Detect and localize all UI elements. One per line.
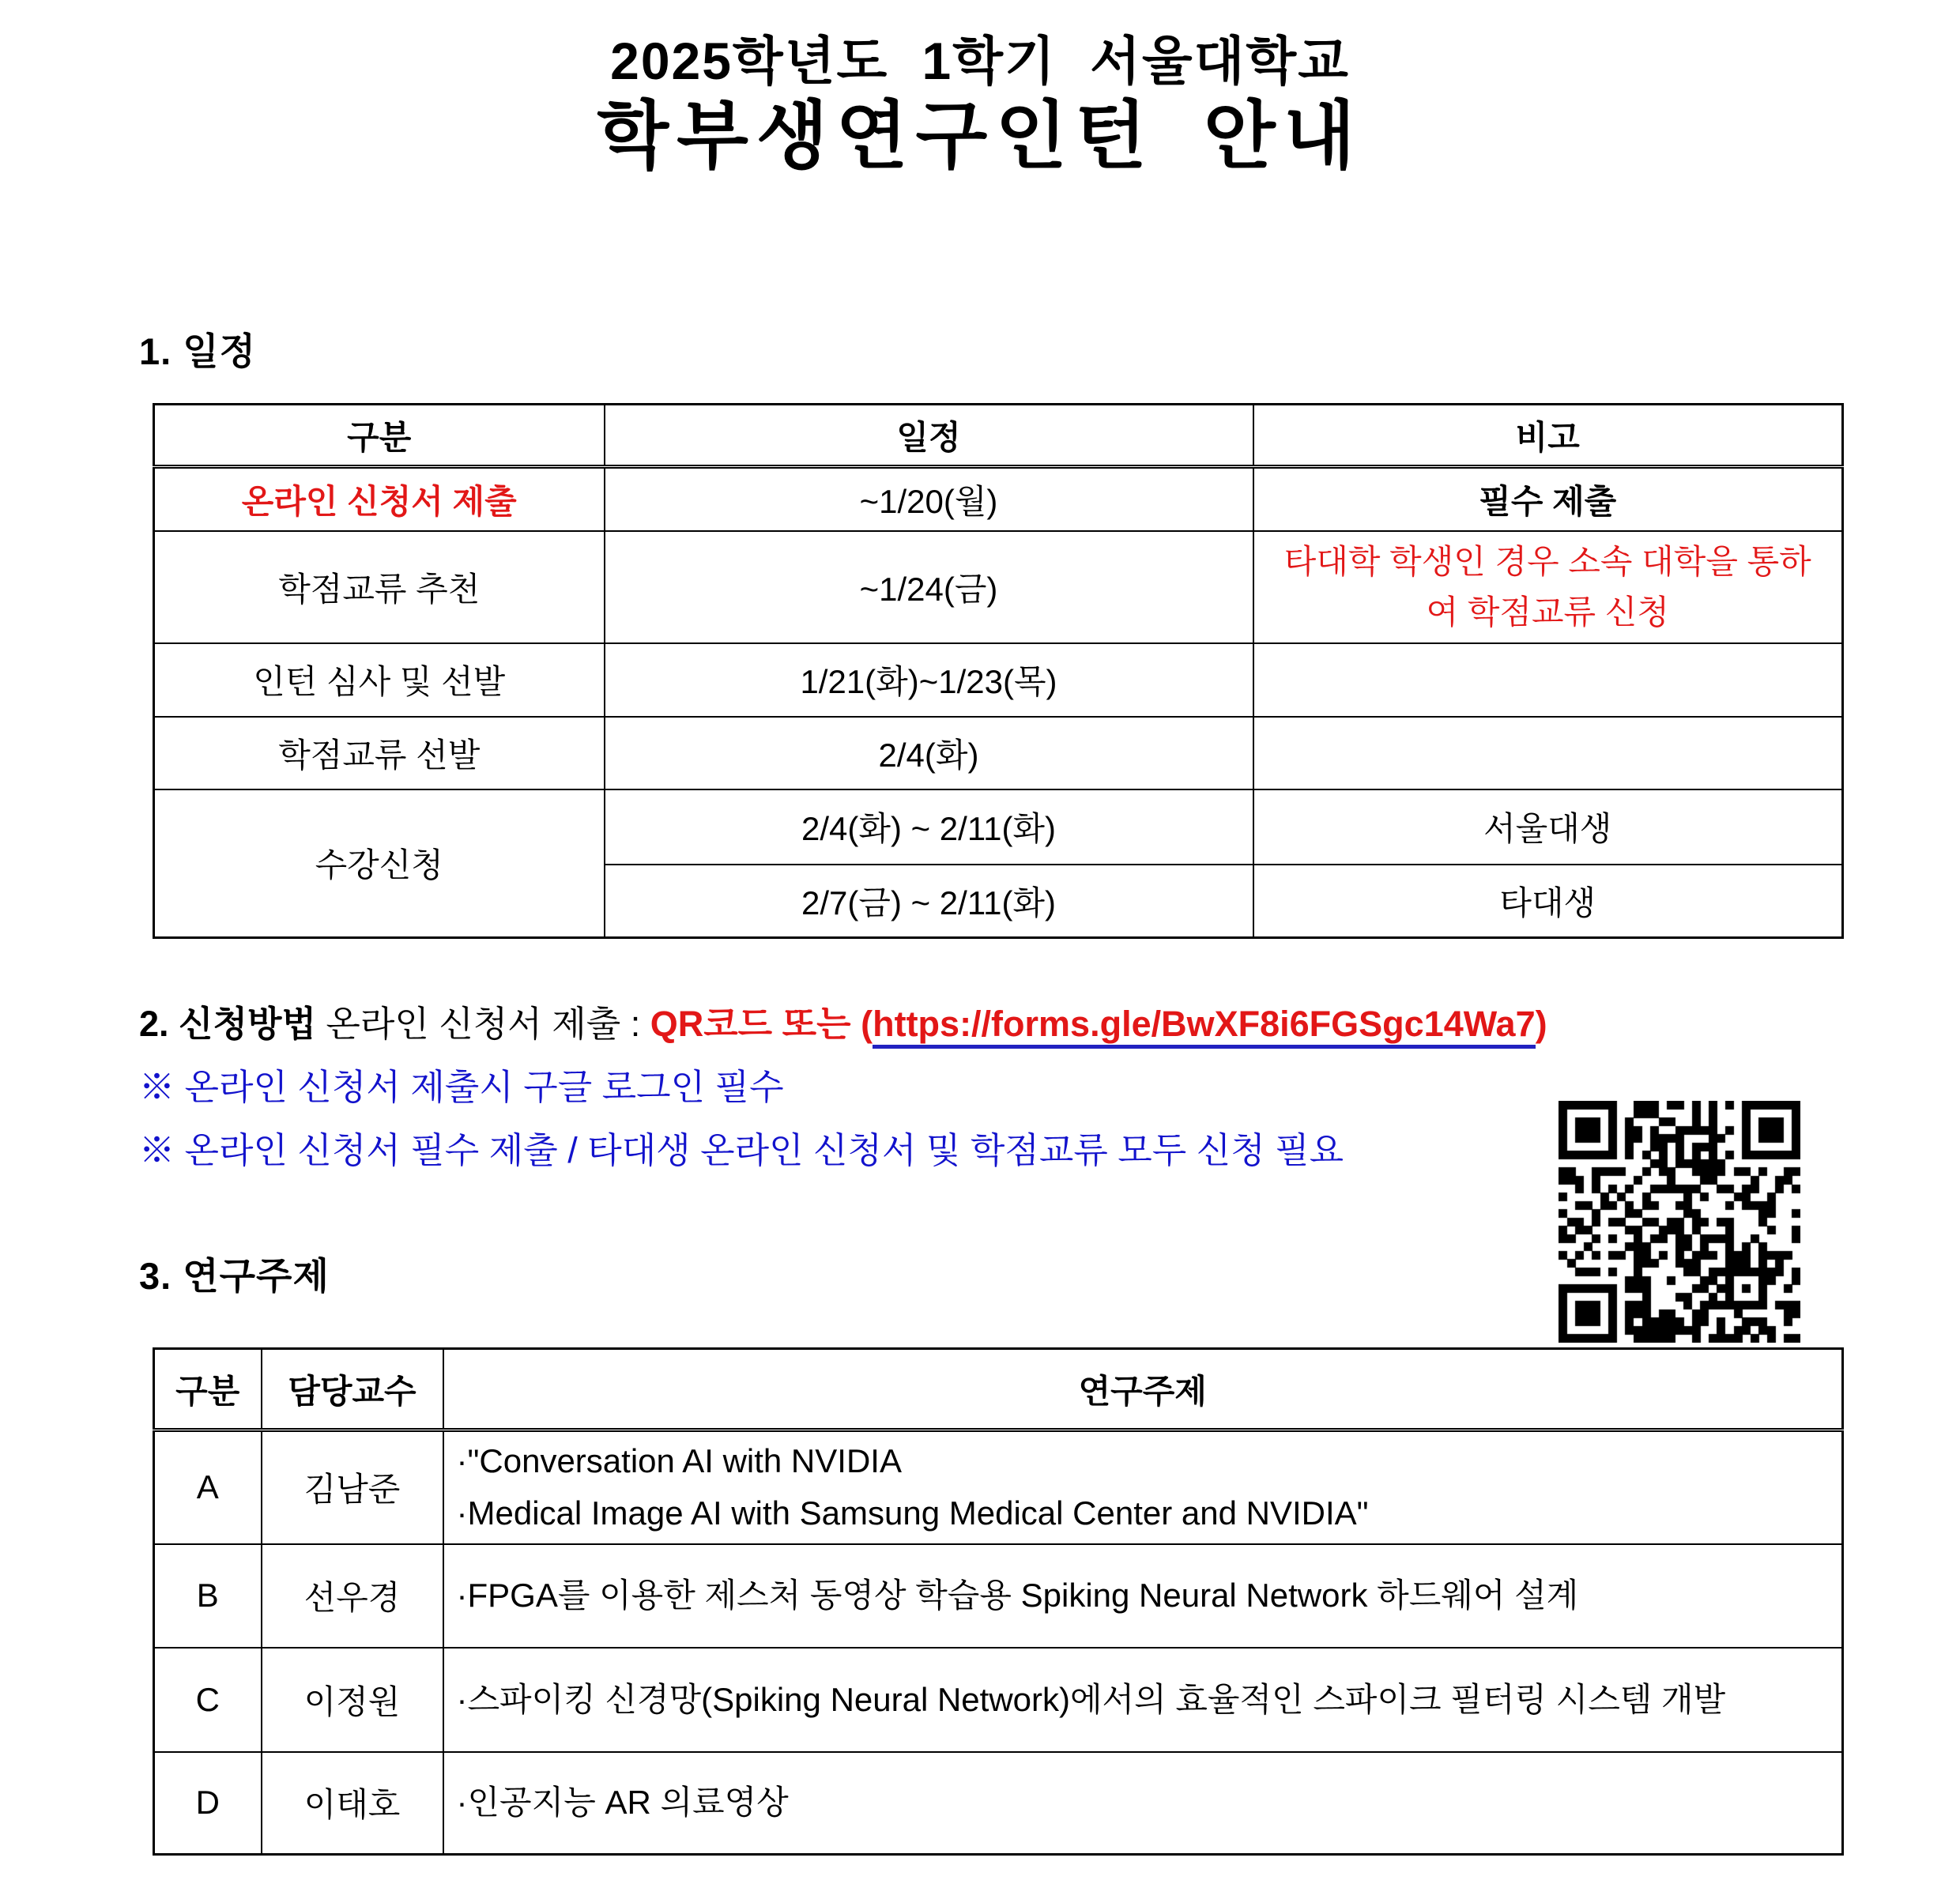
cell-topic — [443, 1752, 1843, 1855]
open-paren: ( — [861, 1004, 873, 1044]
cell-date: 1/21(화)~1/23(목) — [605, 643, 1253, 717]
topic-line: ·"Conversation AI with NVIDIA — [456, 1442, 902, 1480]
cell-category: 학점교류 추천 — [154, 531, 605, 643]
cell-date: 2/7(금) ~ 2/11(화) — [605, 865, 1253, 938]
cell-topic — [443, 1544, 1843, 1648]
cell-note — [1253, 717, 1843, 789]
schedule-col-note: 비고 — [1253, 405, 1843, 467]
cell-category: 수강신청 — [154, 789, 605, 938]
cell-date: ~1/24(금) — [605, 531, 1253, 643]
schedule-table — [153, 403, 1844, 939]
topic-line: ·인공지능 AR 의료영상 — [456, 1784, 789, 1822]
topics-table — [153, 1347, 1844, 1856]
apply-heading-line — [139, 993, 1547, 1056]
cell-date: 2/4(화) — [605, 717, 1253, 789]
cell-category: 인턴 심사 및 선발 — [154, 643, 605, 717]
cell-professor: 김남준 — [262, 1430, 443, 1544]
topic-line: ·스파이킹 신경망(Spiking Neural Network)에서의 효율적인 스파이크 필터링 시스템 개발 — [456, 1680, 1726, 1718]
topics-col-professor: 담당교수 — [262, 1349, 443, 1430]
topics-row-c — [154, 1648, 1843, 1752]
cell-note: 필수 제출 — [1253, 467, 1843, 531]
apply-note-google-login: ※ 온라인 신청서 제출시 구글 로그인 필수 — [139, 1067, 784, 1107]
schedule-col-category: 구분 — [154, 405, 605, 467]
section-topics-heading: 3. 연구주제 — [139, 1255, 330, 1297]
schedule-row-credit-exchange-recommend — [154, 531, 1843, 643]
cell-note: 타대생 — [1253, 865, 1843, 938]
apply-heading-rest: 온라인 신청서 제출 : — [315, 1004, 650, 1044]
cell-group: C — [154, 1648, 262, 1752]
cell-note: 서울대생 — [1253, 789, 1843, 865]
apply-heading: 2. 신청방법 — [139, 1004, 316, 1044]
topics-row-a — [154, 1430, 1843, 1544]
cell-professor: 선우경 — [262, 1544, 443, 1648]
apply-note-required: ※ 온라인 신청서 필수 제출 / 타대생 온라인 신청서 및 학점교류 모두 신청 필요 — [139, 1130, 1344, 1170]
document-title: 학부생연구인턴 안내 — [597, 94, 1363, 177]
cell-date: 2/4(화) ~ 2/11(화) — [605, 789, 1253, 865]
cell-group: B — [154, 1544, 262, 1648]
cell-note: 타대학 학생인 경우 소속 대학을 통하여 학점교류 신청 — [1253, 531, 1843, 643]
topics-row-b — [154, 1544, 1843, 1648]
cell-category: 학점교류 선발 — [154, 717, 605, 789]
cell-group: A — [154, 1430, 262, 1544]
topics-header-row — [154, 1349, 1843, 1430]
topics-row-d — [154, 1752, 1843, 1855]
topics-col-group: 구분 — [154, 1349, 262, 1430]
schedule-row-intern-review — [154, 643, 1843, 717]
cell-professor: 이태호 — [262, 1752, 443, 1855]
close-paren: ) — [1535, 1004, 1547, 1044]
cell-topic — [443, 1430, 1843, 1544]
schedule-row-online-submit — [154, 467, 1843, 531]
topics-col-topic: 연구주제 — [443, 1349, 1843, 1430]
cell-date: ~1/20(월) — [605, 467, 1253, 531]
cell-note — [1253, 643, 1843, 717]
cell-professor: 이정원 — [262, 1648, 443, 1752]
cell-category: 온라인 신청서 제출 — [154, 467, 605, 531]
section-apply — [139, 993, 1547, 1182]
document-subtitle: 2025학년도 1학기 서울대학교 — [610, 32, 1350, 90]
schedule-col-date: 일정 — [605, 405, 1253, 467]
cell-topic — [443, 1648, 1843, 1752]
topic-line: ·FPGA를 이용한 제스처 동영상 학습용 Spiking Neural Network 하드웨어 설계 — [456, 1577, 1579, 1614]
cell-group: D — [154, 1752, 262, 1855]
qr-code-icon — [1559, 1101, 1800, 1343]
schedule-row-course-register-snu — [154, 789, 1843, 865]
schedule-row-credit-exchange-select — [154, 717, 1843, 789]
apply-form-link[interactable]: https://forms.gle/BwXF8i6FGSgc14Wa7 — [873, 1004, 1536, 1049]
section-schedule-heading: 1. 일정 — [139, 330, 257, 372]
schedule-header-row — [154, 405, 1843, 467]
topic-line: ·Medical Image AI with Samsung Medical Center and NVIDIA" — [456, 1494, 1369, 1532]
apply-qr-label: QR코드 또는 — [650, 1004, 861, 1044]
